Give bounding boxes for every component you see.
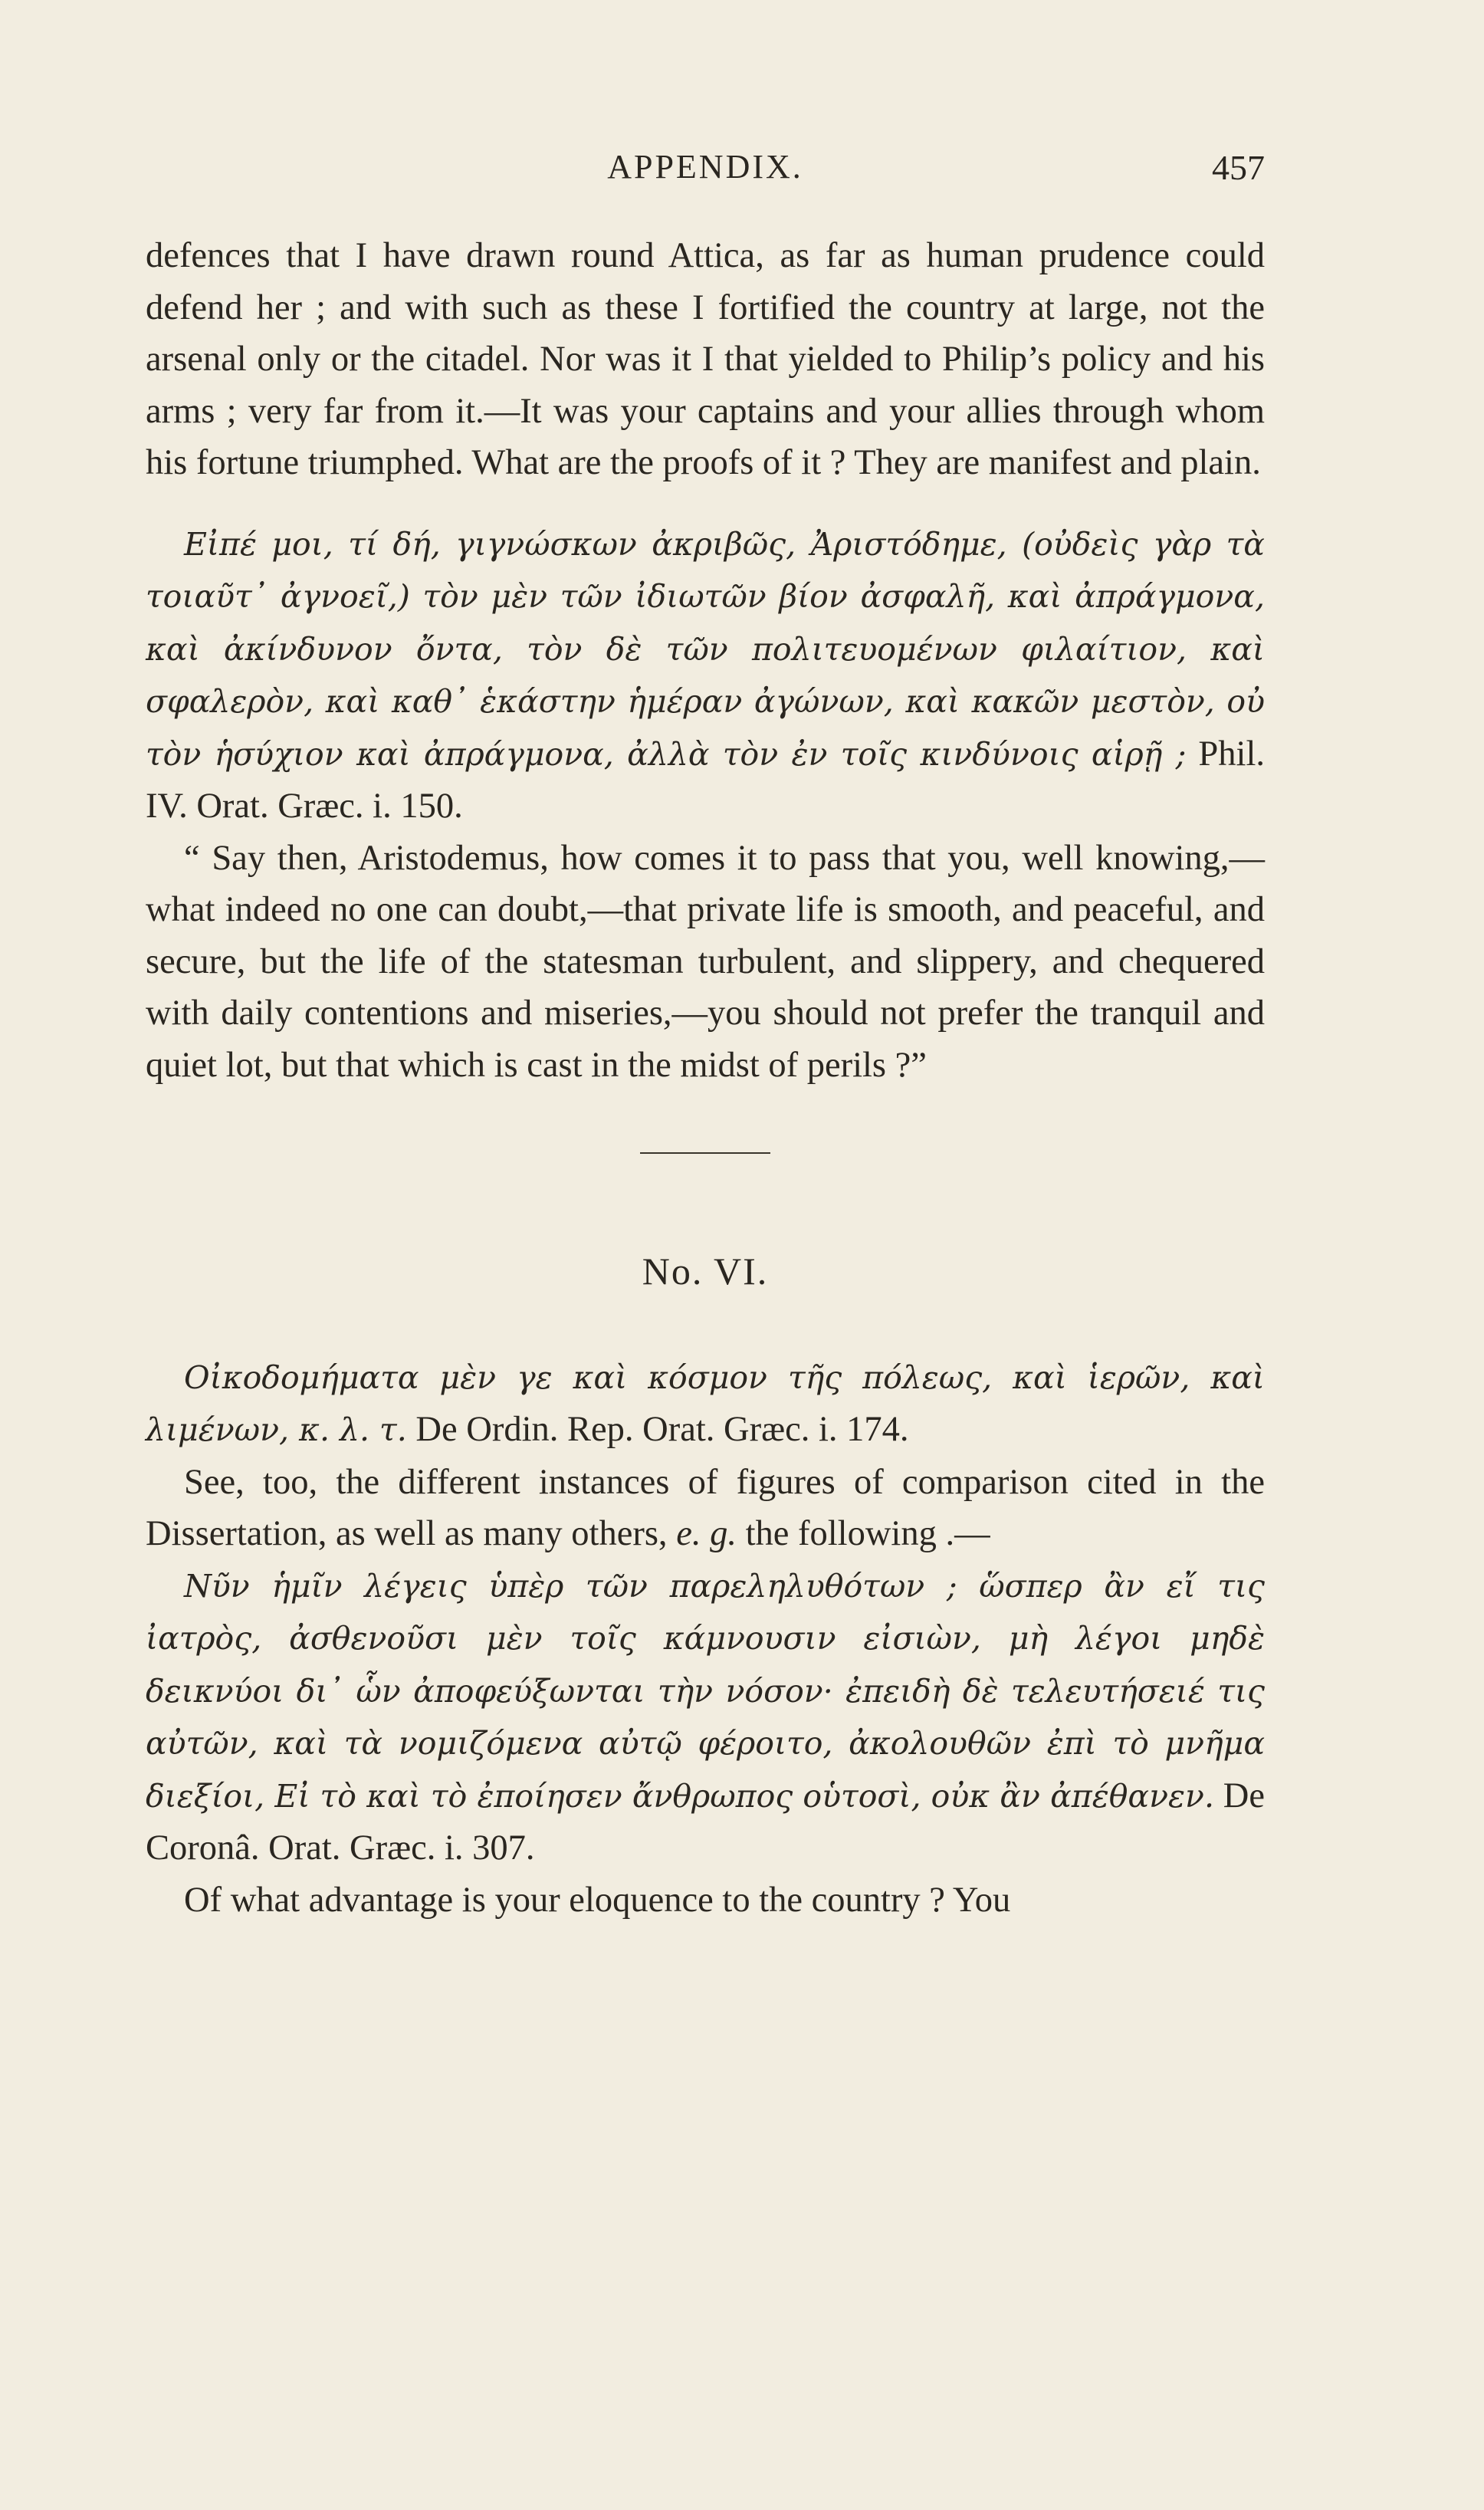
section-heading: No. VI. [642, 1250, 769, 1293]
translation-paragraph: “ Say then, Aristodemus, how comes it to pass that you, well knowing,—what indeed no one can doubt,—that private life is smooth, and peaceful, and secure, but the life of the statesman turbulent, and slippery, and chequered with daily contentions and miseries,—you should not prefer the tranquil and quiet lot, but that which is cast in the midst of perils ?” [146, 838, 1265, 1085]
page-body [146, 230, 1265, 1926]
see-too-end: the following .— [745, 1514, 990, 1553]
page-number: 457 [1212, 148, 1265, 187]
see-too-text: See, too, the different instances of figures of comparison cited in the Dissertation, as well as many others, [146, 1462, 1265, 1553]
eg-abbrev: e. g. [676, 1514, 737, 1553]
citation-3: De Coronâ. Orat. Græc. i. 307. [146, 1776, 1265, 1868]
greek-text-3: Νῦν ἡμῖν λέγεις ὑπὲρ τῶν παρεληλυθότων ; ὥσπερ ἂν εἴ τις ἰατρὸς, ἀσθενοῦσι μὲν τοῖς κάμνουσιν εἰσιὼν, μὴ λέγοι μηδὲ δεικνύοι δι᾽ ὧν ἀποφεύξωνται τὴν νόσον· ἐπειδὴ δὲ τελευτήσειέ τις αὐτῶν, καὶ τὰ νομιζόμενα αὐτῷ φέροιτο, ἀκολουθῶν ἐπὶ τὸ μνῆμα διεξίοι, Εἰ τὸ καὶ τὸ ἐποίησεν ἄνθρωπος οὑτοσὶ, οὐκ ἂν ἀπέθανεν. [146, 1567, 1265, 1815]
see-too-paragraph [146, 1457, 1265, 1560]
greek-quotation-2 [146, 1352, 1265, 1457]
greek-quotation-3 [146, 1560, 1265, 1874]
citation-1: Phil. IV. Orat. Græc. i. 150. [146, 734, 1265, 826]
greek-text-2: Οἰκοδομήματα μὲν γε καὶ κόσμον τῆς πόλεως, καὶ ἱερῶν, καὶ λιμένων, κ. λ. τ. [146, 1358, 1265, 1448]
greek-quotation-1 [146, 518, 1265, 833]
paragraph-english-1: defences that I have drawn round Attica, as far as human prudence could defend her ; and with such as these I fortified the country at large, not the arsenal only or the citadel. Nor was it I that yielded to Philip’s policy and his arms ; very far from it.—It was your captains and your allies through whom his fortune triumphed. What are the proofs of it ? They are manifest and plain. [146, 236, 1265, 482]
running-title: APPENDIX. [607, 148, 803, 186]
greek-text-1: Εἰπέ μοι, τί δή, γιγνώσκων ἀκριβῶς, Ἀριστόδημε, (οὐδεὶς γὰρ τὰ τοιαῦτ᾽ ἀγνοεῖ,) τὸν μὲν τῶν ἰδιωτῶν βίον ἀσφαλῆ, καὶ ἀπράγμονα, καὶ ἀκίνδυνον ὄντα, τὸν δὲ τῶν πολιτευομένων φιλαίτιον, καὶ σφαλερὸν, καὶ καθ᾽ ἑκάστην ἡμέραν ἀγώνων, καὶ κακῶν μεστὸν, οὐ τὸν ἡσύχιον καὶ ἀπράγμονα, ἀλλὰ τὸν ἐν τοῖς κινδύνοις αἱρῇ ; [146, 525, 1265, 773]
running-header [146, 147, 1265, 201]
section-divider [640, 1152, 770, 1154]
last-line: Of what advantage is your eloquence to the country ? You [184, 1880, 1011, 1920]
citation-2: De Ordin. Rep. Orat. Græc. i. 174. [415, 1410, 909, 1449]
